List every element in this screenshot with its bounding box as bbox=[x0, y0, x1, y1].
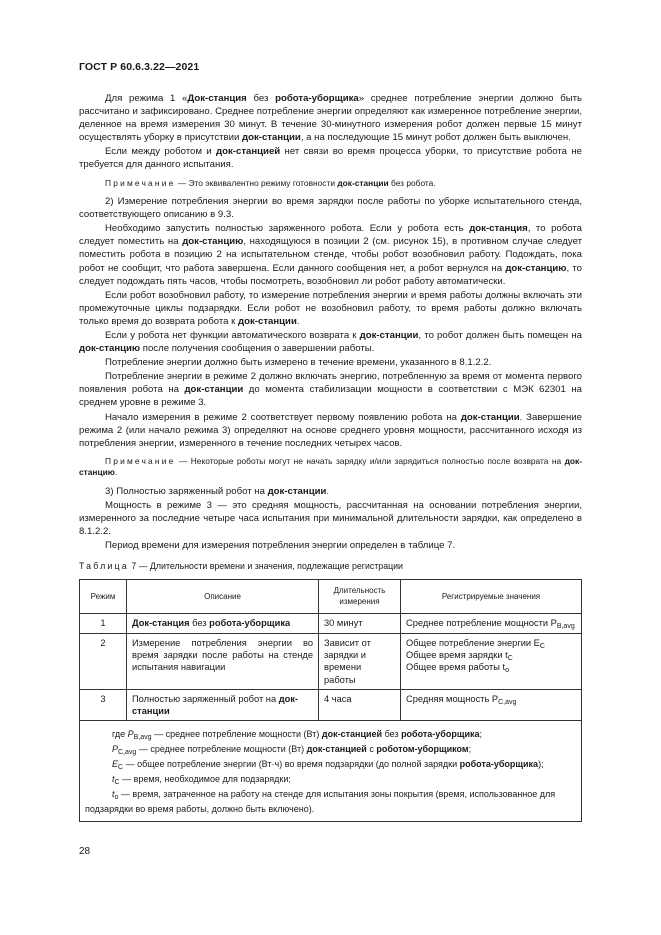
note: Примечание — Некоторые роботы могут не начать зарядку и/или зарядиться полностью после возврата на док-станцию. bbox=[79, 455, 583, 478]
table-cell: Средняя мощность $P_{C,avg}$ bbox=[401, 689, 582, 721]
table-cell: Общее потребление энергии $E_C$ Общее время зарядки $t_C$ Общее время работы $t_o$ bbox=[401, 633, 582, 689]
paragraph: Необходимо запустить полностью заряженного робота. Если у робота есть док-станция, то робота следует поместить на док-станцию, находящуюся в позиции 2 (см. рисунок 15), в противном случае следует поместить робота в позицию 2 на испытательном стенде, чтобы робот возобновил работу. Подождать, пока робот не сообщит, что работа завершена. Если данного сообщения нет, а робот вернулся на док-станцию, то следует подождать пять часов, чтобы посмотреть, возобновил ли робот работу автоматически. bbox=[79, 223, 583, 287]
table-cell: Зависит от зарядки и времени работы bbox=[319, 633, 401, 689]
page-number: 28 bbox=[79, 846, 91, 857]
document-id: ГОСТ Р 60.6.3.22—2021 bbox=[79, 61, 200, 73]
column-header: Регистрируемые значения bbox=[401, 580, 582, 614]
paragraph: Начало измерения в режиме 2 соответствует первому появлению робота на док-станции. Завершение режима 2 (или начало режима 3) определяют на основе среднего уровня мощности, рассчитанного исходя из потребления энергии, измеренного в течение последних четырех часов. bbox=[79, 411, 582, 449]
table-row bbox=[80, 614, 582, 633]
column-header: Режим bbox=[80, 580, 127, 614]
paragraph: Если у робота нет функции автоматического возврата к док-станции, то робот должен быть помещен на док-станцию после получения сообщения о завершении работы. bbox=[79, 330, 583, 355]
table-row bbox=[80, 689, 582, 721]
table-cell: Полностью заряженный робот на док-станции bbox=[127, 689, 319, 721]
page-body bbox=[79, 92, 582, 822]
column-header: Описание bbox=[127, 580, 319, 614]
table-row bbox=[80, 633, 582, 689]
paragraph: 2) Измерение потребления энергии во время зарядки после работы по уборке испытательного стенда, соответствующего описанию в 9.3. bbox=[79, 196, 582, 221]
table-cell: Среднее потребление мощности $P_{B,avg}$ bbox=[401, 614, 582, 633]
paragraph: Мощность в режиме 3 — это средняя мощность, рассчитанная на основании потребления энергии, измеренного за последние четыре часа испытания при минимальной длительности зарядки, как определено в 8.1.2.2. bbox=[79, 499, 582, 538]
table-header-row bbox=[80, 580, 582, 614]
table-cell: Док-станция без робота-уборщика bbox=[127, 614, 319, 633]
table-cell: 3 bbox=[80, 689, 127, 721]
paragraph: Потребление энергии должно быть измерено в течение времени, указанного в 8.1.2.2. bbox=[105, 357, 492, 369]
table-legend bbox=[80, 721, 582, 822]
legend-line: $E_C$ — общее потребление энергии (Вт·ч) во время подзарядки (до полной зарядки робота-уборщика); bbox=[112, 759, 544, 772]
table-cell: 1 bbox=[80, 614, 127, 633]
table-cell: 30 минут bbox=[319, 614, 401, 633]
legend-line: $P_{C,avg}$ — среднее потребление мощности (Вт) док-станцией с роботом-уборщиком; bbox=[112, 744, 472, 757]
paragraph: Период времени для измерения потребления энергии определен в таблице 7. bbox=[105, 540, 456, 552]
column-header: Длительность измерения bbox=[319, 580, 401, 614]
table-legend-row bbox=[80, 721, 582, 822]
note: Примечание — Это эквивалентно режиму готовности док-станции без робота. bbox=[105, 177, 436, 188]
table-cell: Измерение потребления энергии во время зарядки после работы на стенде испытания навигации bbox=[127, 633, 319, 689]
legend-line: $t_o$ — время, затраченное на работу на стенде для испытания зоны покрытия (время, использованное для подзарядки во время работы, должно быть включено). bbox=[85, 789, 556, 815]
paragraph: Если робот возобновил работу, то измерение потребления энергии и время работы должны включать эти промежуточные циклы подзарядки. Если робот не возобновил работу, то время работы должно включать только время до возврата робота к док-станции. bbox=[79, 289, 582, 327]
paragraph: Для режима 1 «Док-станция без робота-уборщика» среднее потребление энергии должно быть рассчитано и зафиксировано. Среднее потребление энергии определяют как измеренное потребление энергии, деленное на время измерения 30 минут. В течение 30-минутного измерения робот должен первые 15 минут осуществлять уборку в присутствии док-станции, а на последующие 15 минут робот должен быть выключен. bbox=[79, 93, 582, 144]
table-7 bbox=[79, 579, 582, 822]
table-cell: 4 часа bbox=[319, 689, 401, 721]
paragraph: 3) Полностью заряженный робот на док-станции. bbox=[105, 485, 330, 497]
paragraph: Если между роботом и док-станцией нет связи во время процесса уборки, то присутствие робота не требуется для данного испытания. bbox=[79, 146, 582, 171]
paragraph: Потребление энергии в режиме 2 должно включать энергию, потребленную за время от момента первого появления робота на док-станции до момента стабилизации мощности в соответствии с МЭК 62301 на среднем уровне в режиме 3. bbox=[79, 371, 582, 409]
table-cell: 2 bbox=[80, 633, 127, 689]
table-caption: Таблица 7 — Длительности времени и значения, подлежащие регистрации bbox=[79, 561, 403, 572]
legend-line: где $P_{B,avg}$ — среднее потребление мощности (Вт) док-станцией без робота-уборщика; bbox=[112, 729, 483, 742]
legend-line: $t_C$ — время, необходимое для подзарядки; bbox=[112, 774, 291, 787]
